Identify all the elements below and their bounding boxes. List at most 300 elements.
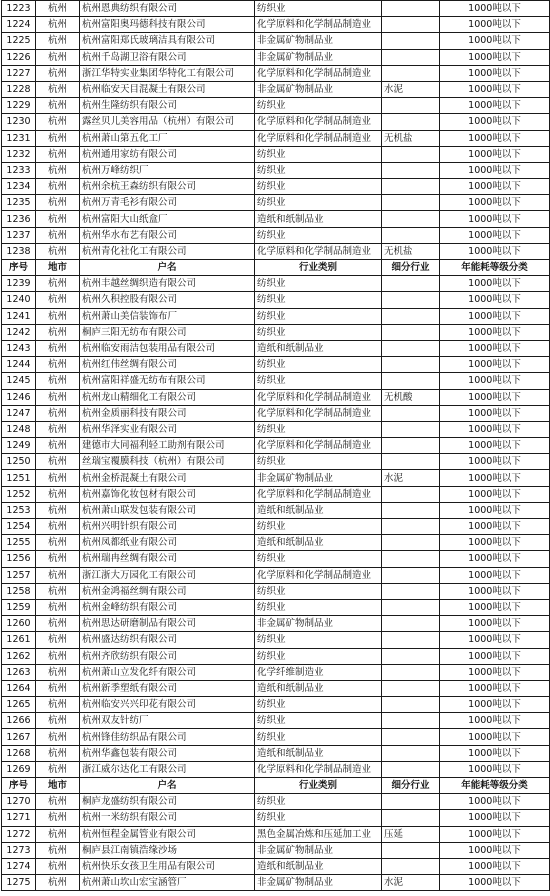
cell-city: 杭州 [36,616,80,632]
cell-energy-grade: 1000吨以下 [440,130,550,146]
cell-index: 1227 [2,65,36,81]
cell-index: 1256 [2,551,36,567]
cell-industry: 纺织业 [255,810,382,826]
table-row [2,130,550,146]
cell-industry: 化学原料和化学制品制造业 [255,65,382,81]
cell-industry: 纺织业 [255,583,382,599]
cell-sub-industry [382,551,440,567]
cell-company-name: 杭州临安兴兴印花有限公司 [80,697,255,713]
cell-index: 1247 [2,405,36,421]
cell-energy-grade: 1000吨以下 [440,761,550,777]
cell-sub-industry: 水泥 [382,81,440,97]
table-row [2,713,550,729]
cell-sub-industry: 无机酸 [382,389,440,405]
cell-company-name: 杭州凤都纸业有限公司 [80,535,255,551]
cell-index: 1229 [2,98,36,114]
header-sub-industry: 细分行业 [382,778,440,794]
cell-city: 杭州 [36,49,80,65]
cell-index: 1253 [2,502,36,518]
cell-industry: 纺织业 [255,519,382,535]
cell-city: 杭州 [36,551,80,567]
cell-index: 1234 [2,179,36,195]
cell-company-name: 杭州锋佳纺织品有限公司 [80,729,255,745]
table-row [2,810,550,826]
cell-energy-grade: 1000吨以下 [440,98,550,114]
cell-city: 杭州 [36,454,80,470]
cell-city: 杭州 [36,470,80,486]
cell-energy-grade: 1000吨以下 [440,794,550,810]
table-row [2,616,550,632]
cell-sub-industry [382,664,440,680]
cell-city: 杭州 [36,421,80,437]
cell-company-name: 杭州通用家纺有限公司 [80,146,255,162]
cell-sub-industry [382,373,440,389]
cell-industry: 纺织业 [255,146,382,162]
cell-sub-industry [382,98,440,114]
cell-sub-industry [382,49,440,65]
cell-sub-industry [382,114,440,130]
cell-industry: 纺织业 [255,551,382,567]
cell-company-name: 浙江威尔达化工有限公司 [80,761,255,777]
header-index: 序号 [2,260,36,276]
cell-industry: 非金属矿物制品业 [255,842,382,858]
cell-industry: 造纸和纸制品业 [255,211,382,227]
cell-company-name: 杭州齐欣纺织有限公司 [80,648,255,664]
table-row [2,405,550,421]
cell-sub-industry [382,33,440,49]
cell-energy-grade: 1000吨以下 [440,664,550,680]
table-row [2,745,550,761]
table-row [2,729,550,745]
table-row [2,179,550,195]
cell-industry: 化学原料和化学制品制造业 [255,130,382,146]
cell-index: 1266 [2,713,36,729]
header-energy-grade: 年能耗等级分类 [440,260,550,276]
table-row [2,648,550,664]
cell-energy-grade: 1000吨以下 [440,340,550,356]
cell-industry: 化学原料和化学制品制造业 [255,567,382,583]
cell-index: 1265 [2,697,36,713]
cell-energy-grade: 1000吨以下 [440,826,550,842]
cell-city: 杭州 [36,405,80,421]
cell-city: 杭州 [36,276,80,292]
header-energy-grade: 年能耗等级分类 [440,778,550,794]
cell-industry: 纺织业 [255,162,382,178]
table-row [2,146,550,162]
cell-industry: 化学纤维制造业 [255,664,382,680]
cell-city: 杭州 [36,761,80,777]
cell-city: 杭州 [36,567,80,583]
table-row [2,454,550,470]
cell-company-name: 丝瑞宝覆膜科技（杭州）有限公司 [80,454,255,470]
cell-index: 1239 [2,276,36,292]
table-row [2,535,550,551]
cell-city: 杭州 [36,632,80,648]
cell-index: 1241 [2,308,36,324]
cell-industry: 纺织业 [255,794,382,810]
cell-sub-industry [382,729,440,745]
cell-company-name: 杭州萧山第五化工厂 [80,130,255,146]
cell-energy-grade: 1000吨以下 [440,470,550,486]
cell-sub-industry [382,713,440,729]
cell-energy-grade: 1000吨以下 [440,616,550,632]
cell-energy-grade: 1000吨以下 [440,567,550,583]
cell-industry: 化学原料和化学制品制造业 [255,114,382,130]
cell-sub-industry [382,65,440,81]
cell-industry: 化学原料和化学制品制造业 [255,17,382,33]
cell-index: 1226 [2,49,36,65]
table-row [2,858,550,874]
cell-index: 1268 [2,745,36,761]
table-row [2,519,550,535]
cell-city: 杭州 [36,114,80,130]
cell-index: 1269 [2,761,36,777]
cell-index: 1272 [2,826,36,842]
cell-city: 杭州 [36,826,80,842]
cell-index: 1271 [2,810,36,826]
cell-sub-industry [382,810,440,826]
table-row [2,842,550,858]
cell-city: 杭州 [36,357,80,373]
cell-city: 杭州 [36,486,80,502]
cell-energy-grade: 1000吨以下 [440,632,550,648]
cell-company-name: 杭州华鑫包装有限公司 [80,745,255,761]
cell-index: 1224 [2,17,36,33]
cell-index: 1254 [2,519,36,535]
cell-company-name: 杭州余杭王森纺织有限公司 [80,179,255,195]
cell-energy-grade: 1000吨以下 [440,875,550,891]
cell-sub-industry [382,535,440,551]
cell-sub-industry [382,502,440,518]
cell-sub-industry [382,276,440,292]
cell-sub-industry [382,195,440,211]
cell-energy-grade: 1000吨以下 [440,357,550,373]
header-city: 地市 [36,778,80,794]
cell-sub-industry: 水泥 [382,875,440,891]
cell-energy-grade: 1000吨以下 [440,729,550,745]
table-row [2,292,550,308]
cell-energy-grade: 1000吨以下 [440,713,550,729]
cell-energy-grade: 1000吨以下 [440,33,550,49]
cell-industry: 纺织业 [255,195,382,211]
cell-company-name: 桐庐三阳无纺布有限公司 [80,324,255,340]
cell-sub-industry [382,761,440,777]
table-row [2,276,550,292]
cell-city: 杭州 [36,130,80,146]
table-row [2,551,550,567]
cell-index: 1245 [2,373,36,389]
cell-industry: 纺织业 [255,697,382,713]
header-company-name: 户名 [80,260,255,276]
cell-city: 杭州 [36,179,80,195]
cell-industry: 纺织业 [255,292,382,308]
cell-company-name: 杭州久积控股有限公司 [80,292,255,308]
cell-sub-industry [382,405,440,421]
cell-energy-grade: 1000吨以下 [440,438,550,454]
table-row [2,486,550,502]
cell-company-name: 杭州双友针纺厂 [80,713,255,729]
header-city: 地市 [36,260,80,276]
table-row [2,33,550,49]
cell-industry: 纺织业 [255,632,382,648]
cell-company-name: 桐庐龙盛纺织有限公司 [80,794,255,810]
cell-city: 杭州 [36,98,80,114]
cell-industry: 造纸和纸制品业 [255,680,382,696]
cell-city: 杭州 [36,713,80,729]
cell-company-name: 杭州金峰纺织有限公司 [80,599,255,615]
cell-company-name: 杭州青化社化工有限公司 [80,243,255,259]
cell-industry: 造纸和纸制品业 [255,858,382,874]
cell-index: 1273 [2,842,36,858]
table-row [2,826,550,842]
cell-company-name: 建德市大同福利轻工助剂有限公司 [80,438,255,454]
cell-company-name: 杭州红伟丝绸有限公司 [80,357,255,373]
cell-energy-grade: 1000吨以下 [440,810,550,826]
cell-company-name: 杭州富阳郑氏玻璃洁具有限公司 [80,33,255,49]
cell-city: 杭州 [36,195,80,211]
table-header-row [2,778,550,794]
header-industry: 行业类别 [255,260,382,276]
cell-sub-industry [382,227,440,243]
cell-city: 杭州 [36,146,80,162]
cell-energy-grade: 1000吨以下 [440,49,550,65]
cell-company-name: 杭州临安天目混凝土有限公司 [80,81,255,97]
cell-energy-grade: 1000吨以下 [440,697,550,713]
cell-city: 杭州 [36,794,80,810]
cell-company-name: 杭州兴明针织有限公司 [80,519,255,535]
table-row [2,243,550,259]
cell-city: 杭州 [36,227,80,243]
cell-industry: 造纸和纸制品业 [255,502,382,518]
cell-sub-industry [382,179,440,195]
cell-energy-grade: 1000吨以下 [440,65,550,81]
cell-city: 杭州 [36,438,80,454]
cell-city: 杭州 [36,243,80,259]
table-row [2,680,550,696]
cell-industry: 纺织业 [255,421,382,437]
cell-index: 1223 [2,1,36,17]
cell-index: 1231 [2,130,36,146]
cell-industry: 非金属矿物制品业 [255,470,382,486]
header-industry: 行业类别 [255,778,382,794]
cell-energy-grade: 1000吨以下 [440,81,550,97]
cell-energy-grade: 1000吨以下 [440,680,550,696]
cell-company-name: 杭州富阳大山纸盒厂 [80,211,255,227]
cell-company-name: 杭州千岛湖卫浴有限公司 [80,49,255,65]
cell-index: 1264 [2,680,36,696]
cell-index: 1238 [2,243,36,259]
cell-industry: 纺织业 [255,1,382,17]
cell-sub-industry [382,340,440,356]
cell-index: 1243 [2,340,36,356]
cell-energy-grade: 1000吨以下 [440,373,550,389]
cell-sub-industry [382,519,440,535]
cell-city: 杭州 [36,1,80,17]
cell-city: 杭州 [36,17,80,33]
cell-sub-industry [382,146,440,162]
cell-city: 杭州 [36,810,80,826]
cell-city: 杭州 [36,340,80,356]
header-index: 序号 [2,778,36,794]
table-row [2,162,550,178]
cell-energy-grade: 1000吨以下 [440,551,550,567]
table-row [2,324,550,340]
cell-energy-grade: 1000吨以下 [440,227,550,243]
cell-sub-industry [382,162,440,178]
cell-energy-grade: 1000吨以下 [440,421,550,437]
cell-city: 杭州 [36,81,80,97]
table-row [2,567,550,583]
cell-energy-grade: 1000吨以下 [440,114,550,130]
table-row [2,195,550,211]
cell-city: 杭州 [36,745,80,761]
cell-index: 1246 [2,389,36,405]
table-row [2,373,550,389]
cell-index: 1236 [2,211,36,227]
cell-index: 1270 [2,794,36,810]
table-row [2,49,550,65]
cell-city: 杭州 [36,211,80,227]
cell-company-name: 杭州金质丽科技有限公司 [80,405,255,421]
cell-sub-industry [382,599,440,615]
cell-company-name: 杭州华泽实业有限公司 [80,421,255,437]
cell-company-name: 杭州萧山立发化纤有限公司 [80,664,255,680]
cell-company-name: 杭州瑞冉丝绸有限公司 [80,551,255,567]
cell-energy-grade: 1000吨以下 [440,292,550,308]
cell-industry: 化学原料和化学制品制造业 [255,486,382,502]
cell-energy-grade: 1000吨以下 [440,648,550,664]
cell-company-name: 杭州丰越丝绸织造有限公司 [80,276,255,292]
cell-sub-industry [382,794,440,810]
cell-company-name: 杭州万青毛衫有限公司 [80,195,255,211]
cell-sub-industry [382,842,440,858]
cell-energy-grade: 1000吨以下 [440,324,550,340]
cell-energy-grade: 1000吨以下 [440,211,550,227]
cell-index: 1240 [2,292,36,308]
cell-index: 1263 [2,664,36,680]
table-row [2,761,550,777]
cell-energy-grade: 1000吨以下 [440,583,550,599]
cell-energy-grade: 1000吨以下 [440,389,550,405]
cell-company-name: 杭州恩典纺织有限公司 [80,1,255,17]
cell-energy-grade: 1000吨以下 [440,1,550,17]
header-company-name: 户名 [80,778,255,794]
header-sub-industry: 细分行业 [382,260,440,276]
cell-industry: 纺织业 [255,276,382,292]
cell-city: 杭州 [36,697,80,713]
cell-sub-industry [382,680,440,696]
cell-sub-industry [382,648,440,664]
cell-energy-grade: 1000吨以下 [440,243,550,259]
cell-company-name: 浙江华特实业集团华特化工有限公司 [80,65,255,81]
cell-city: 杭州 [36,308,80,324]
cell-energy-grade: 1000吨以下 [440,535,550,551]
cell-index: 1258 [2,583,36,599]
cell-index: 1228 [2,81,36,97]
cell-index: 1262 [2,648,36,664]
table-row [2,17,550,33]
cell-index: 1251 [2,470,36,486]
cell-city: 杭州 [36,680,80,696]
cell-company-name: 杭州盛达纺织有限公司 [80,632,255,648]
table-row [2,664,550,680]
table-row [2,1,550,17]
cell-company-name: 杭州万峰纺织厂 [80,162,255,178]
cell-company-name: 杭州嘉饰化妆包材有限公司 [80,486,255,502]
cell-energy-grade: 1000吨以下 [440,454,550,470]
table-row [2,211,550,227]
cell-index: 1244 [2,357,36,373]
cell-index: 1225 [2,33,36,49]
cell-sub-industry [382,632,440,648]
cell-city: 杭州 [36,502,80,518]
cell-energy-grade: 1000吨以下 [440,308,550,324]
cell-industry: 化学原料和化学制品制造业 [255,761,382,777]
cell-company-name: 杭州临安雨洁包装用品有限公司 [80,340,255,356]
cell-energy-grade: 1000吨以下 [440,17,550,33]
cell-sub-industry [382,616,440,632]
cell-industry: 非金属矿物制品业 [255,33,382,49]
cell-industry: 纺织业 [255,454,382,470]
cell-energy-grade: 1000吨以下 [440,146,550,162]
cell-company-name: 杭州思达研磨制品有限公司 [80,616,255,632]
cell-company-name: 杭州萧山美信装饰布厂 [80,308,255,324]
cell-company-name: 桐庐县江南镇浩缘沙场 [80,842,255,858]
cell-city: 杭州 [36,373,80,389]
table-row [2,502,550,518]
cell-energy-grade: 1000吨以下 [440,195,550,211]
table-header-row [2,260,550,276]
table-row [2,81,550,97]
cell-sub-industry [382,1,440,17]
cell-index: 1252 [2,486,36,502]
cell-city: 杭州 [36,583,80,599]
cell-city: 杭州 [36,292,80,308]
cell-energy-grade: 1000吨以下 [440,745,550,761]
cell-index: 1233 [2,162,36,178]
cell-industry: 非金属矿物制品业 [255,875,382,891]
cell-index: 1257 [2,567,36,583]
cell-index: 1249 [2,438,36,454]
cell-company-name: 露丝贝儿美容用品（杭州）有限公司 [80,114,255,130]
energy-grade-table [1,0,550,891]
cell-sub-industry [382,697,440,713]
cell-index: 1261 [2,632,36,648]
cell-energy-grade: 1000吨以下 [440,599,550,615]
cell-sub-industry [382,292,440,308]
cell-industry: 造纸和纸制品业 [255,340,382,356]
cell-sub-industry [382,858,440,874]
cell-company-name: 杭州金鸿福丝绸有限公司 [80,583,255,599]
cell-city: 杭州 [36,389,80,405]
cell-index: 1275 [2,875,36,891]
cell-company-name: 杭州富阳奥玛德科技有限公司 [80,17,255,33]
cell-index: 1242 [2,324,36,340]
table-row [2,438,550,454]
cell-company-name: 杭州新季塑纸有限公司 [80,680,255,696]
cell-industry: 纺织业 [255,308,382,324]
cell-sub-industry [382,567,440,583]
cell-sub-industry [382,745,440,761]
cell-energy-grade: 1000吨以下 [440,486,550,502]
cell-index: 1255 [2,535,36,551]
cell-company-name: 杭州恒程金属管业有限公司 [80,826,255,842]
cell-index: 1259 [2,599,36,615]
cell-industry: 造纸和纸制品业 [255,535,382,551]
cell-sub-industry [382,421,440,437]
cell-industry: 化学原料和化学制品制造业 [255,405,382,421]
cell-industry: 纺织业 [255,373,382,389]
